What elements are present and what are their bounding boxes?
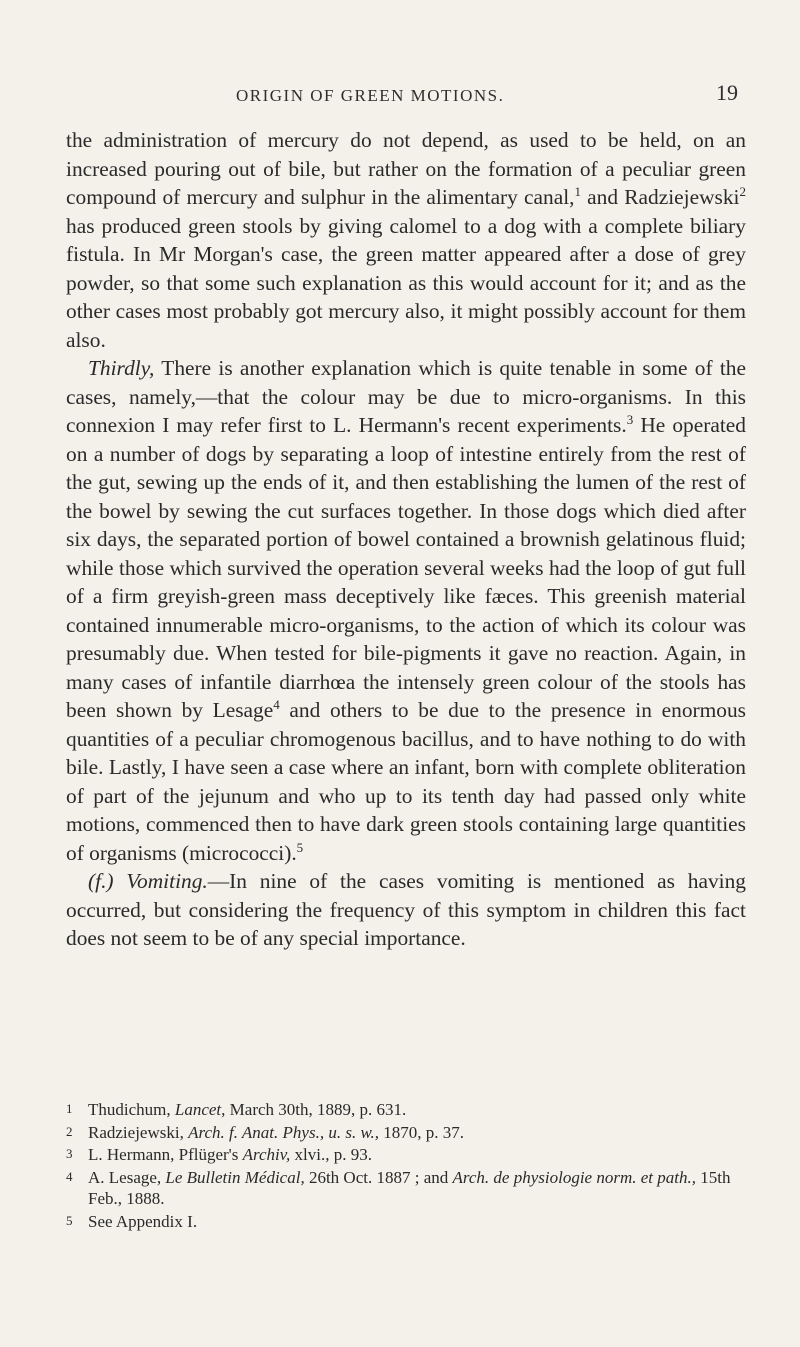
footnote xyxy=(66,1098,746,1121)
footnote xyxy=(66,1121,746,1144)
footnote-reference: 2 xyxy=(739,183,746,199)
italic-text: Arch. de physiologie norm. et path., xyxy=(452,1167,696,1187)
text-run: See Appendix I. xyxy=(88,1211,198,1231)
text-run: A. Lesage, xyxy=(88,1167,166,1187)
footnotes xyxy=(66,1098,746,1232)
text-run: 26th Oct. 1887 ; and xyxy=(304,1167,453,1187)
text-run: and Radziejewski xyxy=(581,185,740,209)
text-run: March 30th, 1889, p. 631. xyxy=(225,1100,407,1119)
paragraph xyxy=(66,867,746,953)
footnote-number: 4 xyxy=(66,1168,73,1184)
text-run: xlvi., p. 93. xyxy=(290,1145,372,1164)
paragraph xyxy=(66,126,746,354)
body-text xyxy=(66,126,746,953)
running-head xyxy=(0,80,800,108)
text-run: and others to be due to the presence in enormous quantities of a peculiar chromogenous bacillus, and to have nothing to do with bile. Lastly, I have seen a case where an infant, born with complete obliteration of part of the jejunum and who up to its tenth day had passed only white motions, commenced then to have dark green stools containing large quantities of organisms (micrococci). xyxy=(66,698,746,865)
paragraph xyxy=(66,354,746,867)
text-run: Radziejewski, xyxy=(88,1122,189,1142)
footnote xyxy=(66,1166,746,1210)
text-run: 1870, p. 37. xyxy=(379,1122,465,1142)
italic-text: Le Bulletin Médical, xyxy=(165,1167,305,1187)
text-run: Thudichum, xyxy=(88,1100,175,1119)
page-number: 19 xyxy=(716,80,738,105)
footnote-number: 3 xyxy=(66,1146,73,1161)
italic-text: Lancet, xyxy=(174,1100,226,1119)
italic-text: (f.) Vomiting. xyxy=(88,869,208,893)
footnote-reference: 4 xyxy=(273,696,280,712)
italic-text: Thirdly, xyxy=(88,356,155,380)
footnote-reference: 3 xyxy=(626,411,634,427)
text-run: There is another explanation which is quite tenable in some of the cases, namely,—that the colour may be due to micro-organisms. In this connexion I may refer first to L. Hermann's recent experiments. xyxy=(66,356,746,437)
footnote-number: 1 xyxy=(66,1101,73,1116)
italic-text: Arch. f. Anat. Phys., u. s. w., xyxy=(188,1122,380,1142)
text-run: —In nine of the cases vomiting is mentioned as having occurred, but considering the frequency of this symptom in children this fact does not seem to be of any special importance. xyxy=(66,869,746,950)
text-run: L. Hermann, Pflüger's xyxy=(88,1145,243,1164)
footnote-number: 5 xyxy=(66,1212,73,1228)
text-run: the administration of mercury do not depend, as used to be held, on an increased pouring out of bile, but rather on the formation of a peculiar green compound of mercury and sulphur in the alimentary canal, xyxy=(66,128,746,209)
italic-text: Archiv, xyxy=(242,1145,291,1164)
footnote-reference: 1 xyxy=(574,183,582,199)
footnote-reference: 5 xyxy=(296,839,304,855)
text-run: He operated on a number of dogs by separating a loop of intestine entirely from the rest of the gut, sewing up the ends of it, and then establishing the lumen of the rest of the bowel by sewing the cut surfaces together. In those dogs which died after six days, the separated portion of bowel contained a brownish gelatinous fluid; while those which survived the operation several weeks had the loop of gut full of a firm greyish-green mass deceptively like fæces. This greenish material contained innumerable micro-organisms, to the action of which its colour was presumably due. When tested for bile-pigments it gave no reaction. Again, in many cases of infantile diarrhœa the intensely green colour of the stools has been shown by Lesage xyxy=(66,413,746,722)
text-run: has produced green stools by giving calomel to a dog with a complete biliary fistula. In Mr Morgan's case, the green matter appeared after a dose of grey powder, so that some such explanation as this would account for it; and as the other cases most probably got mercury also, it might possibly account for them also. xyxy=(66,213,746,352)
footnote xyxy=(66,1143,746,1166)
running-title: ORIGIN OF GREEN MOTIONS. xyxy=(236,86,505,105)
text-run: 15th Feb., 1888. xyxy=(88,1167,731,1208)
footnote xyxy=(66,1210,746,1233)
footnote-number: 2 xyxy=(66,1123,73,1139)
